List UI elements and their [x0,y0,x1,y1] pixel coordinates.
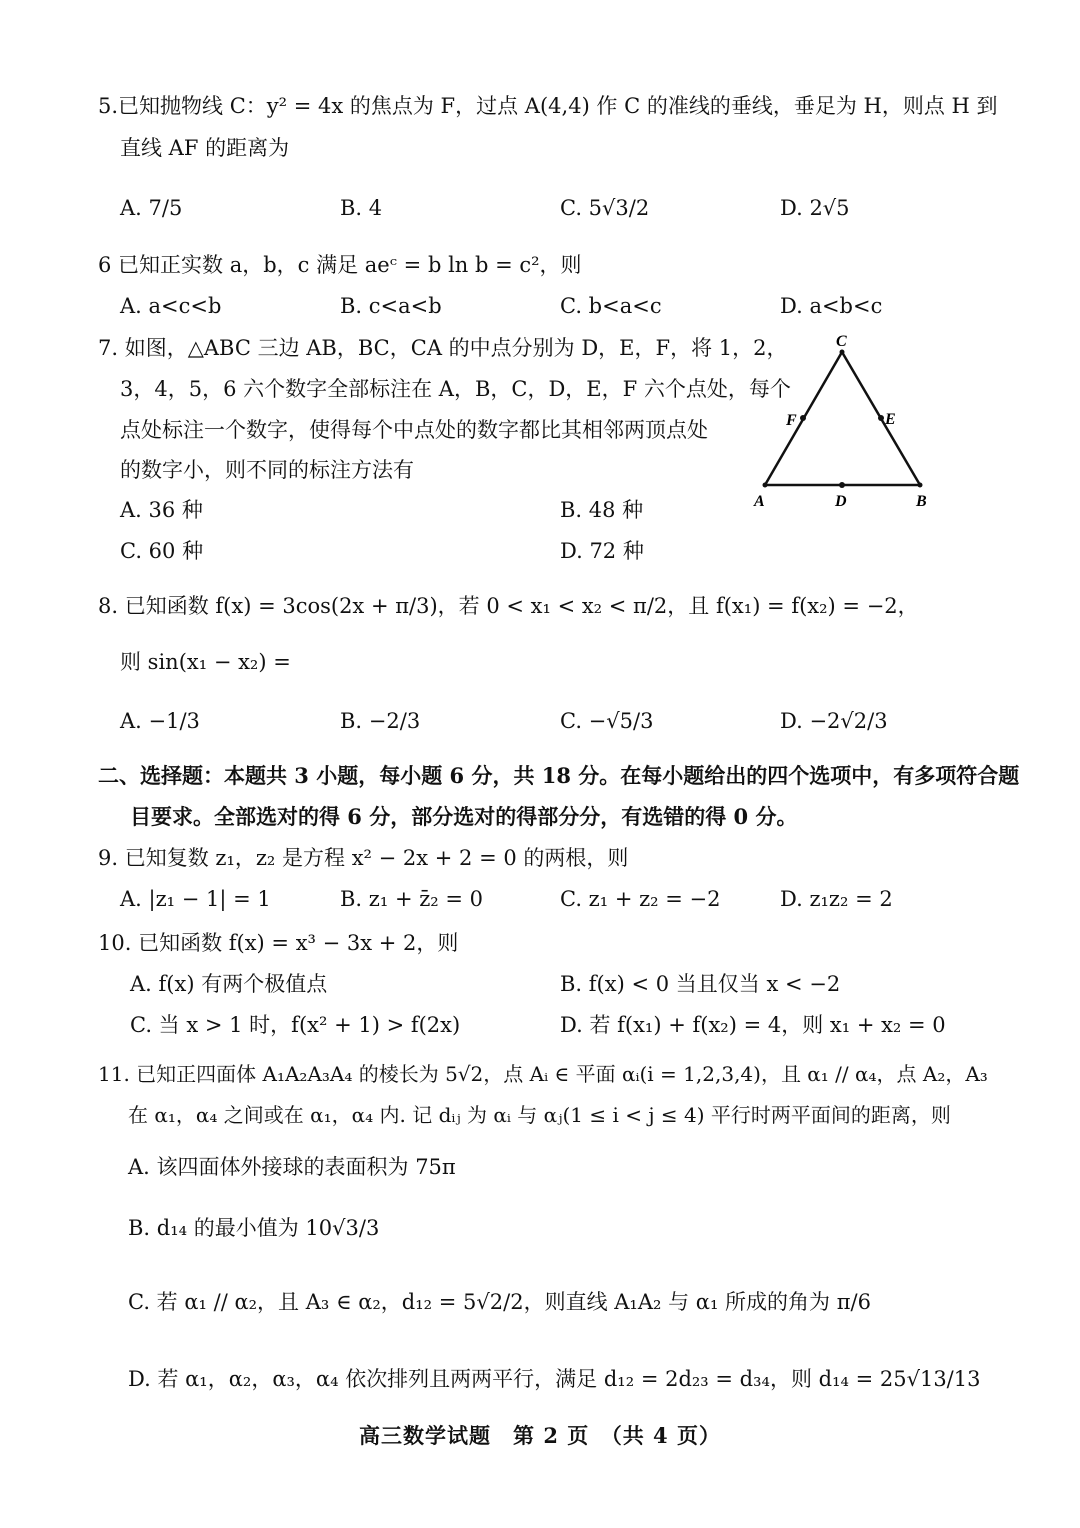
point-a [763,483,768,488]
q7-stem-line3: 点处标注一个数字，使得每个中点处的数字都比其相邻两顶点处 [120,418,708,442]
q7-option-c: C. 60 种 [120,539,204,563]
q9-stem: 9. 已知复数 z₁，z₂ 是方程 x² − 2x + 2 = 0 的两根，则 [98,846,629,870]
section2-heading-line1: 二、选择题：本题共 3 小题，每小题 6 分，共 18 分。在每小题给出的四个选项中，有多项符合题 [98,763,1020,788]
q8-option-b: B. −2/3 [340,709,421,733]
q6-option-d: D. a<b<c [780,294,883,318]
q9-option-d: D. z₁z₂ = 2 [780,887,893,911]
q10-option-c: C. 当 x > 1 时，f(x² + 1) > f(2x) [130,1013,461,1037]
q7-option-b: B. 48 种 [560,498,644,522]
q9-option-c: C. z₁ + z₂ = −2 [560,887,721,911]
q9-option-b: B. z₁ + z̄₂ = 0 [340,887,484,911]
q8-stem-line1: 8. 已知函数 f(x) = 3cos(2x + π/3)，若 0 < x₁ < x₂ < π/2，且 f(x₁) = f(x₂) = −2， [98,594,919,618]
q8-option-a: A. −1/3 [120,709,200,733]
section2-heading-line2: 目要求。全部选对的得 6 分，部分选对的得部分分，有选错的得 0 分。 [130,804,798,829]
q11-option-a: A. 该四面体外接球的表面积为 75π [128,1155,456,1179]
q10-option-b: B. f(x) < 0 当且仅当 x < −2 [560,972,841,996]
q5-stem-line2: 直线 AF 的距离为 [120,136,290,160]
label-b: B [916,493,927,510]
label-e: E [885,411,896,428]
q9-option-a: A. |z₁ − 1| = 1 [120,887,271,911]
label-f: F [786,412,797,429]
label-d: D [835,493,847,510]
q11-option-c: C. 若 α₁ // α₂，且 A₃ ∈ α₂，d₁₂ = 5√2/2，则直线 A₁A₂ 与 α₁ 所成的角为 π/6 [128,1290,871,1314]
q7-stem-line2: 3，4，5，6 六个数字全部标注在 A，B，C，D，E，F 六个点处，每个 [120,377,791,401]
triangle-figure [740,330,940,510]
q6-stem: 6 已知正实数 a，b，c 满足 aeᶜ = b ln b = c²，则 [98,253,582,277]
q11-option-b: B. d₁₄ 的最小值为 10√3/3 [128,1216,380,1240]
point-d [839,482,845,488]
q5-stem-line1: 5.已知抛物线 C：y² = 4x 的焦点为 F，过点 A(4,4) 作 C 的准线的垂线，垂足为 H，则点 H 到 [98,94,998,118]
q5-option-c: C. 5√3/2 [560,196,650,220]
q5-option-d: D. 2√5 [780,196,850,220]
q6-option-b: B. c<a<b [340,294,442,318]
point-f [800,415,806,421]
page-footer: 高三数学试题 第 2 页 （共 4 页） [359,1423,721,1448]
q6-option-c: C. b<a<c [560,294,662,318]
q11-option-d: D. 若 α₁，α₂，α₃，α₄ 依次排列且两两平行，满足 d₁₂ = 2d₂₃ = d₃₄，则 d₁₄ = 25√13/13 [128,1367,981,1391]
q5-option-b: B. 4 [340,196,383,220]
label-c: C [836,333,847,350]
point-c [840,350,845,355]
label-a: A [754,493,765,510]
q10-option-d: D. 若 f(x₁) + f(x₂) = 4，则 x₁ + x₂ = 0 [560,1013,946,1037]
q8-option-c: C. −√5/3 [560,709,654,733]
point-e [878,415,884,421]
q7-option-a: A. 36 种 [120,498,203,522]
q8-option-d: D. −2√2/3 [780,709,888,733]
q11-stem-line1: 11. 已知正四面体 A₁A₂A₃A₄ 的棱长为 5√2，点 Aᵢ ∈ 平面 αᵢ(i = 1,2,3,4)，且 α₁ // α₄，点 A₂，A₃ [98,1062,988,1086]
point-b [918,483,923,488]
q6-option-a: A. a<c<b [120,294,222,318]
q8-stem-line2: 则 sin(x₁ − x₂) = [120,650,291,674]
q7-stem-line1: 7. 如图，△ABC 三边 AB，BC，CA 的中点分别为 D，E，F，将 1，2， [98,336,788,360]
q5-option-a: A. 7/5 [120,196,183,220]
q7-stem-line4: 的数字小，则不同的标注方法有 [120,458,414,482]
q10-option-a: A. f(x) 有两个极值点 [130,972,328,996]
q10-stem: 10. 已知函数 f(x) = x³ − 3x + 2，则 [98,931,459,955]
q7-option-d: D. 72 种 [560,539,644,563]
q11-stem-line2: 在 α₁，α₄ 之间或在 α₁，α₄ 内. 记 dᵢⱼ 为 αᵢ 与 αⱼ(1 ≤ i < j ≤ 4) 平行时两平面间的距离，则 [128,1103,951,1127]
